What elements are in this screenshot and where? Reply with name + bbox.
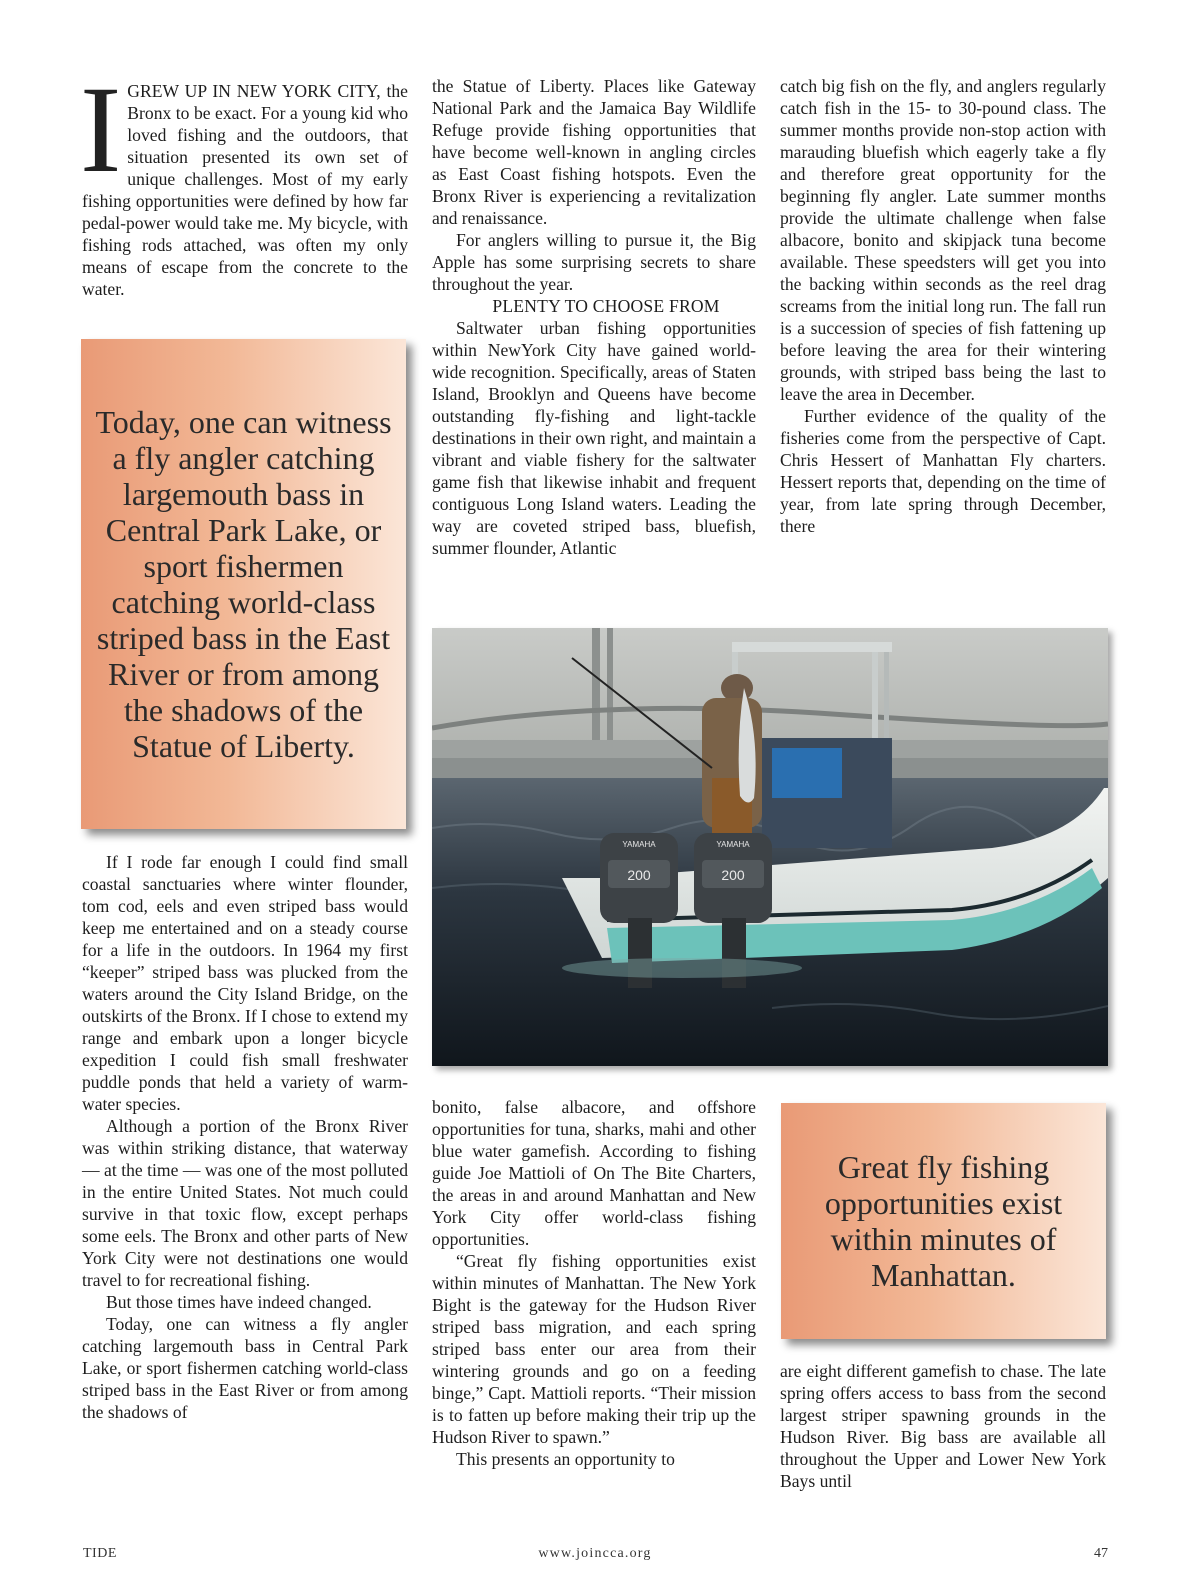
article-column-1-top <box>80 61 408 300</box>
pull-quote-text: Today, one can witness a fly angler catching largemouth bass in Central Park Lake, or sport fishermen catching world-class striped bass in the East River or from among the shadows of the Statue of Liberty. <box>95 404 392 764</box>
paragraph: This presents an opportunity to <box>456 1449 675 1469</box>
pull-quote-text: Great fly fishing opportunities exist within minutes of Manhattan. <box>824 1149 1063 1293</box>
paragraph: Further evidence of the quality of the fisheries come from the perspective of Capt. Chris Hessert of Manhattan Fly charters. Hessert reports that, depending on the time of year, from late spring through December, there <box>780 406 1106 536</box>
page-number: 47 <box>1094 1546 1108 1561</box>
paragraph: If I rode far enough I could find small coastal sanctuaries where winter flounder, tom cod, eels and even striped bass would keep me entertained and on a steady course for a life in the outdoors. In 1964 my first “keeper” striped bass was plucked from the waters around the City Island Bridge, on the outskirts of the Bronx. If I chose to extend my range and embark upon a longer bicycle expedition I could fish small freshwater puddle ponds that held a variety of warm-water species. <box>82 852 408 1114</box>
footer-publication: TIDE <box>83 1546 117 1561</box>
pull-quote <box>781 1103 1106 1339</box>
paragraph: bonito, false albacore, and offshore opportunities for tuna, sharks, mahi and other blue water gamefish. According to fishing guide Joe Mattioli of On The Bite Charters, the areas in and around Manhattan and New York City offer world-class fishing opportunities. <box>432 1097 756 1249</box>
paragraph: Saltwater urban fishing opportunities within NewYork City have gained world-wide recognition. Specifically, areas of Staten Island, Brooklyn and Queens have become outstanding fly-fishing and light-tackle destinations in their own right, and maintain a vibrant and viable fishery for the saltwater game fish that likewise inhabit and frequent contiguous Long Island waters. Leading the way are coveted striped bass, bluefish, summer flounder, Atlantic <box>432 318 756 558</box>
paragraph: catch big fish on the fly, and anglers regularly catch fish in the 15- to 30-pound class. The summer months provide non-stop action with marauding bluefish which eagerly take a fly and therefore great opportunity for the beginning fly angler. Late summer months provide the ultimate challenge when false albacore, bonito and skipjack tuna become available. These speedsters will get you into the backing within seconds as the reel drag screams from the initial long run. The fall run is a succession of species of fish fattening up before leaving the area for their wintering grounds, with striped bass being the last to leave the area in December. <box>780 76 1106 404</box>
paragraph: Although a portion of the Bronx River was within striking distance, that waterway — at the time — was one of the most polluted in the entire United States. Not much could survive in that toxic flow, except perhaps some eels. The Bronx and other parts of New York City were not destinations one would travel to for recreational fishing. <box>82 1116 408 1290</box>
section-subhead: PLENTY TO CHOOSE FROM <box>492 296 720 316</box>
article-column-2-top <box>432 75 756 559</box>
paragraph: But those times have indeed changed. <box>106 1292 372 1312</box>
paragraph: are eight different gamefish to chase. The late spring offers access to bass from the second largest striper spawning grounds in the Hudson River. Big bass are available all throughout the Upper and Lower New York Bays until <box>780 1361 1106 1491</box>
drop-cap: I <box>80 61 122 198</box>
engine-brand-left: YAMAHA <box>622 840 656 849</box>
article-column-3-bottom <box>780 1360 1106 1492</box>
pull-quote <box>81 339 406 829</box>
engine-brand-right: YAMAHA <box>716 840 750 849</box>
footer-website: www.joincca.org <box>538 1546 652 1561</box>
engine-hp-left: 200 <box>627 867 651 883</box>
paragraph: “Great fly fishing opportunities exist within minutes of Manhattan. The New York Bight is the gateway for the Hudson River striped bass migration, and each spring striped bass enter our area from their wintering grounds and go on a feeding binge,” Capt. Mattioli reports. “Their mission is to fatten up before making their trip up the Hudson River to spawn.” <box>432 1251 756 1447</box>
article-column-3-top <box>780 75 1106 537</box>
article-column-2-bottom <box>432 1096 756 1470</box>
paragraph: Today, one can witness a fly angler catching largemouth bass in Central Park Lake, or sport fishermen catching world-class striped bass in the East River or from among the shadows of <box>82 1314 408 1422</box>
paragraph: For anglers willing to pursue it, the Big Apple has some surprising secrets to share throughout the year. <box>432 230 756 294</box>
boat-photo <box>432 628 1108 1066</box>
paragraph: the Statue of Liberty. Places like Gateway National Park and the Jamaica Bay Wildlife Refuge provide fishing opportunities that have become well-known in angling circles as East Coast fishing hotspots. Even the Bronx River is experiencing a revitalization and renaissance. <box>432 76 756 228</box>
paragraph: GREW UP IN NEW YORK CITY, the Bronx to be exact. For a young kid who loved fishing and the outdoors, that situation presented its own set of unique challenges. Most of my early fishing opportunities were defined by how far pedal-power would take me. My bicycle, with fishing rods attached, was often my only means of escape from the concrete to the water. <box>82 81 408 299</box>
article-column-1-bottom <box>82 851 408 1423</box>
engine-hp-right: 200 <box>721 867 745 883</box>
